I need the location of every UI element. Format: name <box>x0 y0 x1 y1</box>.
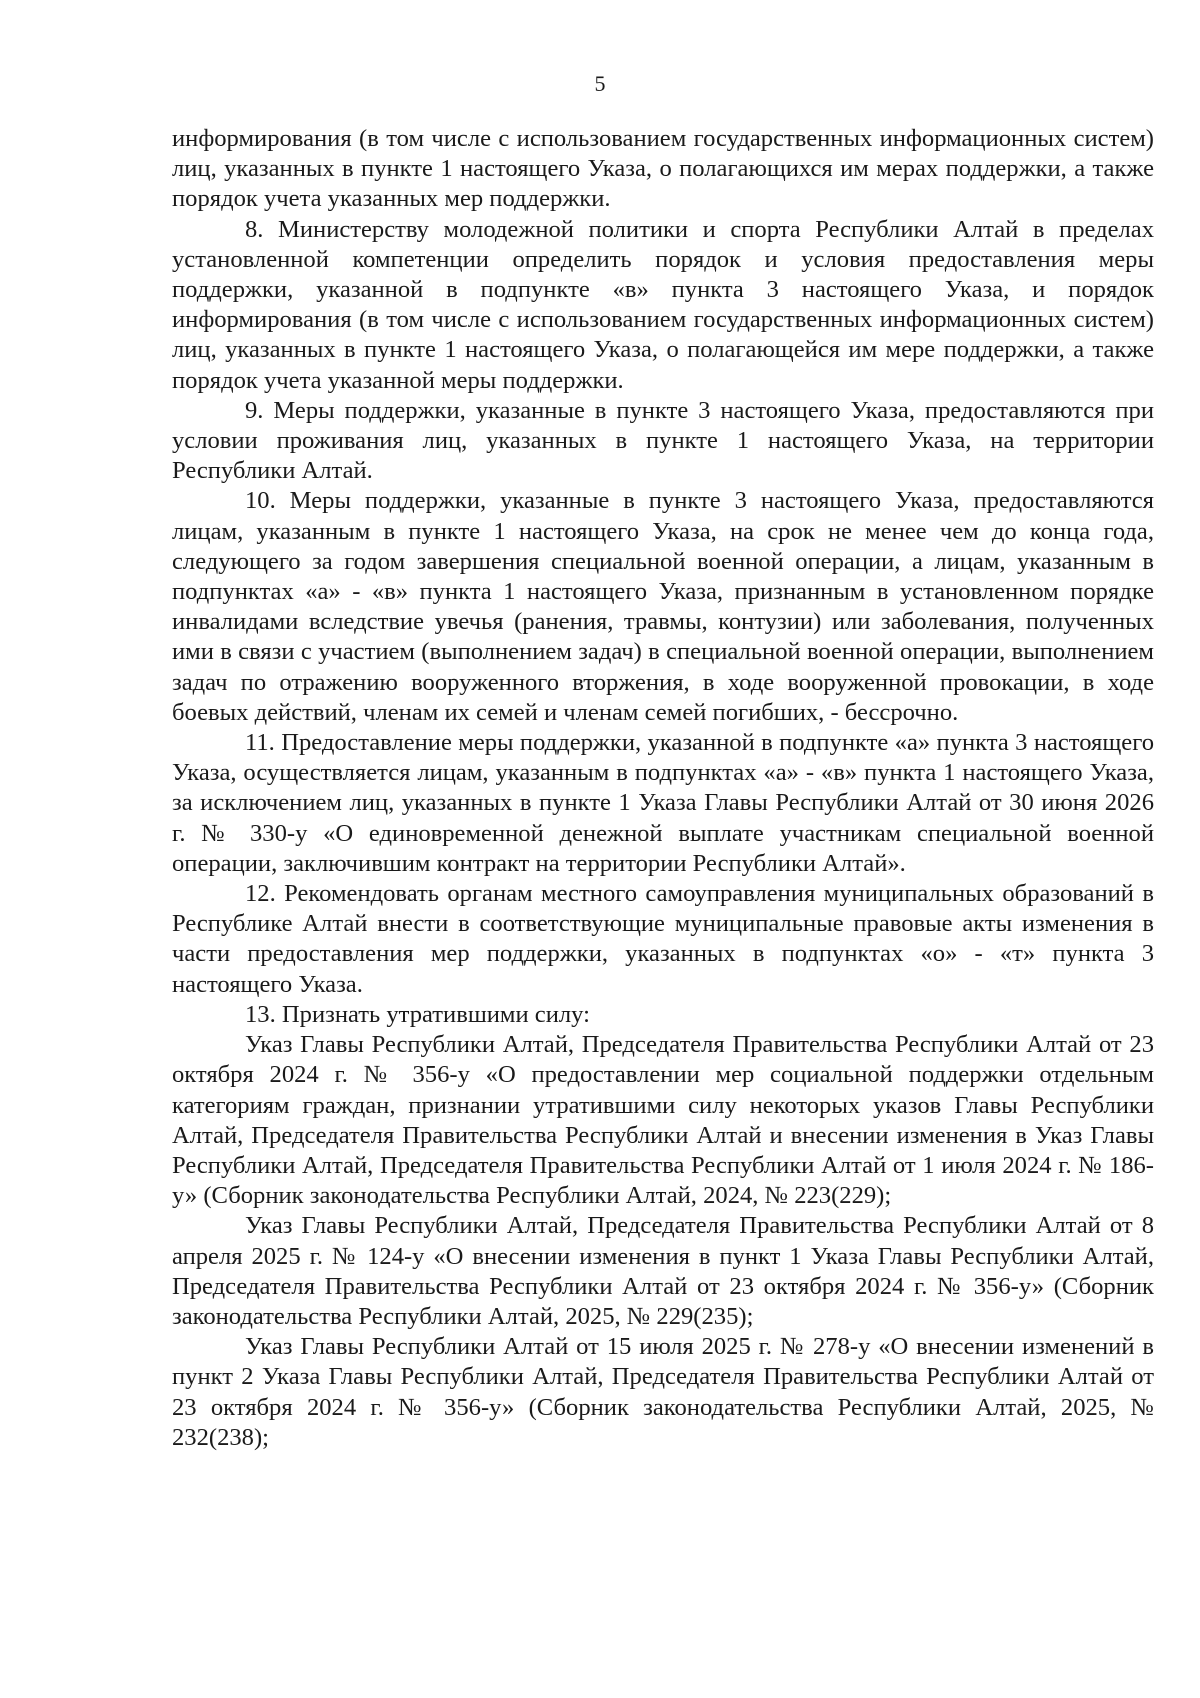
paragraph-item-11: 11. Предоставление меры поддержки, указанной в подпункте «а» пункта 3 настоящего Указа, осуществляется лицам, указанным в подпунктах «а» - «в» пункта 1 настоящего Указа, за исключением лиц, указанных в пункте 1 Указа Главы Республики Алтай от 30 июня 2026 г. № 330-у «О единовременной денежной выплате участникам специальной военной операции, заключившим контракт на территории Республики Алтай». <box>172 729 1154 877</box>
paragraph-continuation: информирования (в том числе с использованием государственных информационных систем) лиц, указанных в пункте 1 настоящего Указа, о полагающихся им мерах поддержки, а также порядок учета указанных мер поддержки. <box>172 125 1154 213</box>
repealed-decree-3: Указ Главы Республики Алтай от 15 июля 2025 г. № 278-у «О внесении изменений в пункт 2 Указа Главы Республики Алтай, Председателя Правительства Республики Алтай от 23 октября 2024 г. № 356-у» (Сборник законодательства Республики Алтай, 2025, № 232(238); <box>172 1333 1154 1451</box>
document-body <box>172 124 1154 1453</box>
repealed-decree-2: Указ Главы Республики Алтай, Председателя Правительства Республики Алтай от 8 апреля 2025 г. № 124-у «О внесении изменения в пункт 1 Указа Главы Республики Алтай, Председателя Правительства Республики Алтай от 23 октября 2024 г. № 356-у» (Сборник законодательства Республики Алтай, 2025, № 229(235); <box>172 1212 1154 1330</box>
paragraph-item-12: 12. Рекомендовать органам местного самоуправления муниципальных образований в Республике Алтай внести в соответствующие муниципальные правовые акты изменения в части предоставления мер поддержки, указанных в подпунктах «о» - «т» пункта 3 настоящего Указа. <box>172 880 1154 998</box>
page-number: 5 <box>594 71 606 96</box>
paragraph-item-10: 10. Меры поддержки, указанные в пункте 3 настоящего Указа, предоставляются лицам, указанным в пункте 1 настоящего Указа, на срок не менее чем до конца года, следующего за годом завершения специальной военной операции, а лицам, указанным в подпунктах «а» - «в» пункта 1 настоящего Указа, признанным в установленном порядке инвалидами вследствие увечья (ранения, травмы, контузии) или заболевания, полученных ими в связи с участием (выполнением задач) в специальной военной операции, выполнением задач по отражению вооруженного вторжения, в ходе вооруженной провокации, в ходе боевых действий, членам их семей и членам семей погибших, - бессрочно. <box>172 487 1154 726</box>
paragraph-item-13: 13. Признать утратившими силу: <box>245 1000 590 1028</box>
paragraph-item-8: 8. Министерству молодежной политики и спорта Республики Алтай в пределах установленной компетенции определить порядок и условия предоставления меры поддержки, указанной в подпункте «в» пункта 3 настоящего Указа, и порядок информирования (в том числе с использованием государственных информационных систем) лиц, указанных в пункте 1 настоящего Указа, о полагающейся им мере поддержки, а также порядок учета указанной меры поддержки. <box>172 215 1154 394</box>
paragraph-item-9: 9. Меры поддержки, указанные в пункте 3 настоящего Указа, предоставляются при условии проживания лиц, указанных в пункте 1 настоящего Указа, на территории Республики Алтай. <box>172 396 1154 485</box>
repealed-decree-1: Указ Главы Республики Алтай, Председателя Правительства Республики Алтай от 23 октября 2024 г. № 356-у «О предоставлении мер социальной поддержки отдельным категориям граждан, признании утратившими силу некоторых указов Главы Республики Алтай, Председателя Правительства Республики Алтай и внесении изменения в Указ Главы Республики Алтай, Председателя Правительства Республики Алтай от 1 июля 2024 г. № 186-у» (Сборник законодательства Республики Алтай, 2024, № 223(229); <box>172 1031 1154 1210</box>
